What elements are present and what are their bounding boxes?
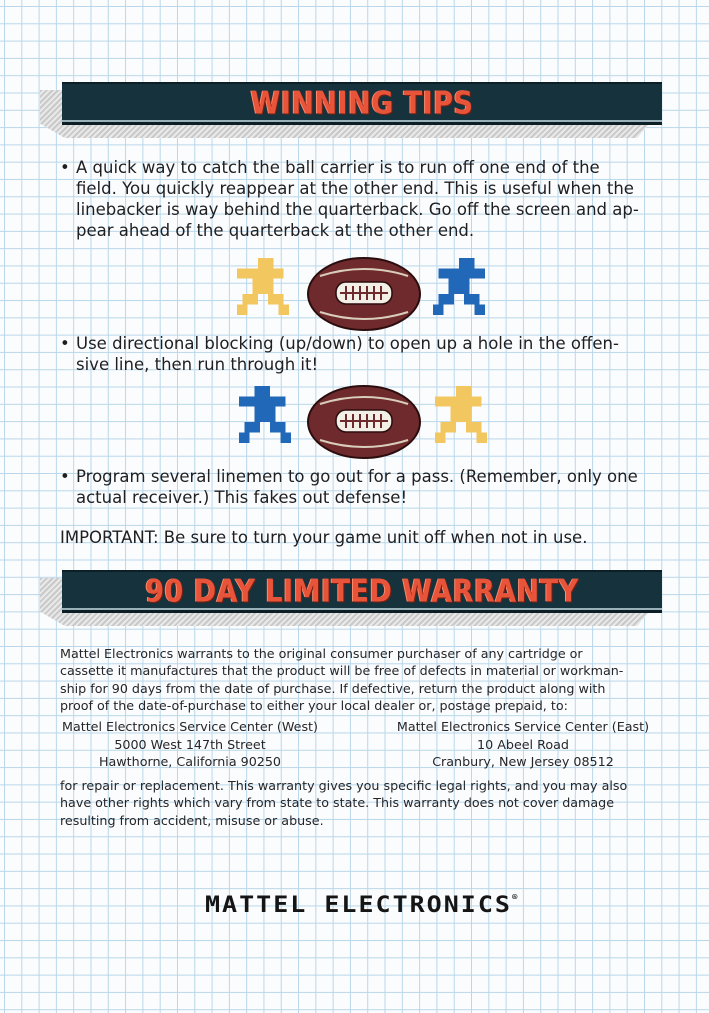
- mattel-electronics-logo: [205, 891, 525, 917]
- tip-line: A quick way to catch the ball carrier is to run off one end of the: [76, 158, 600, 177]
- section-title-winning-tips: WINNING TIPS: [250, 85, 474, 121]
- warranty-line: ship for 90 days from the date of purchase. If defective, return the product along with: [60, 680, 606, 696]
- service-center-name: Mattel Electronics Service Center (East): [396, 719, 650, 734]
- running-player-icon: [428, 258, 490, 320]
- running-player-icon: [234, 386, 296, 448]
- service-center-name: Mattel Electronics Service Center (West): [62, 719, 318, 734]
- warranty-line: proof of the date-of-purchase to either your local dealer or, postage prepaid, to:: [60, 697, 568, 713]
- bullet: •: [60, 158, 70, 177]
- tip-line: field. You quickly reappear at the other end. This is useful when the: [76, 179, 634, 198]
- service-center-east: [393, 718, 653, 771]
- registered-mark: ®: [511, 893, 520, 903]
- bullet: •: [60, 467, 70, 486]
- warranty-line: cassette it manufactures that the product will be free of defects in material or workman-: [60, 663, 624, 679]
- warranty-banner: [40, 570, 662, 618]
- tip-item-2: [60, 333, 670, 375]
- football-icon: [306, 256, 422, 332]
- banner-bar: [62, 570, 662, 613]
- logo-text: MATTEL ELECTRONICS: [205, 891, 512, 918]
- tip-line: linebacker is way behind the quarterback. Go off the screen and ap-: [76, 200, 639, 219]
- service-center-street: 5000 West 147th Street: [114, 736, 266, 752]
- illustration-row-2: [232, 380, 492, 464]
- service-center-street: 10 Abeel Road: [477, 736, 569, 752]
- running-player-icon: [232, 258, 294, 320]
- winning-tips-banner: [40, 82, 662, 130]
- tip-item-3: [60, 466, 670, 508]
- service-center-city: Cranbury, New Jersey 08512: [432, 754, 614, 770]
- warranty-line: resulting from accident, misuse or abuse.: [60, 812, 324, 828]
- tip-text: [76, 157, 670, 241]
- service-center-city: Hawthorne, California 90250: [98, 754, 282, 770]
- warranty-line: Mattel Electronics warrants to the original consumer purchaser of any cartridge or: [60, 646, 583, 661]
- tip-item-1: [60, 157, 670, 241]
- tip-line: Use directional blocking (up/down) to open up a hole in the offen-: [76, 334, 619, 353]
- section-title-warranty: 90 DAY LIMITED WARRANTY: [145, 573, 579, 609]
- tip-text: [76, 333, 670, 375]
- service-center-west: [60, 718, 320, 771]
- tip-line: pear ahead of the quarterback at the other end.: [76, 221, 475, 240]
- running-player-icon: [430, 386, 492, 448]
- tip-text: [76, 466, 670, 508]
- banner-bar: [62, 82, 662, 125]
- warranty-line: for repair or replacement. This warranty gives you specific legal rights, and you may also: [60, 778, 628, 793]
- warranty-intro: [60, 645, 676, 714]
- important-note: IMPORTANT: Be sure to turn your game unit off when not in use.: [60, 528, 588, 547]
- tip-line: Program several linemen to go out for a pass. (Remember, only one: [76, 467, 638, 486]
- bullet: •: [60, 334, 70, 353]
- tip-line: actual receiver.) This fakes out defense!: [76, 488, 408, 507]
- football-icon: [306, 384, 422, 460]
- illustration-row-1: [232, 252, 492, 336]
- tip-line: sive line, then run through it!: [76, 355, 319, 374]
- warranty-line: have other rights which vary from state to state. This warranty does not cover damage: [60, 795, 615, 811]
- warranty-closing: [60, 777, 676, 829]
